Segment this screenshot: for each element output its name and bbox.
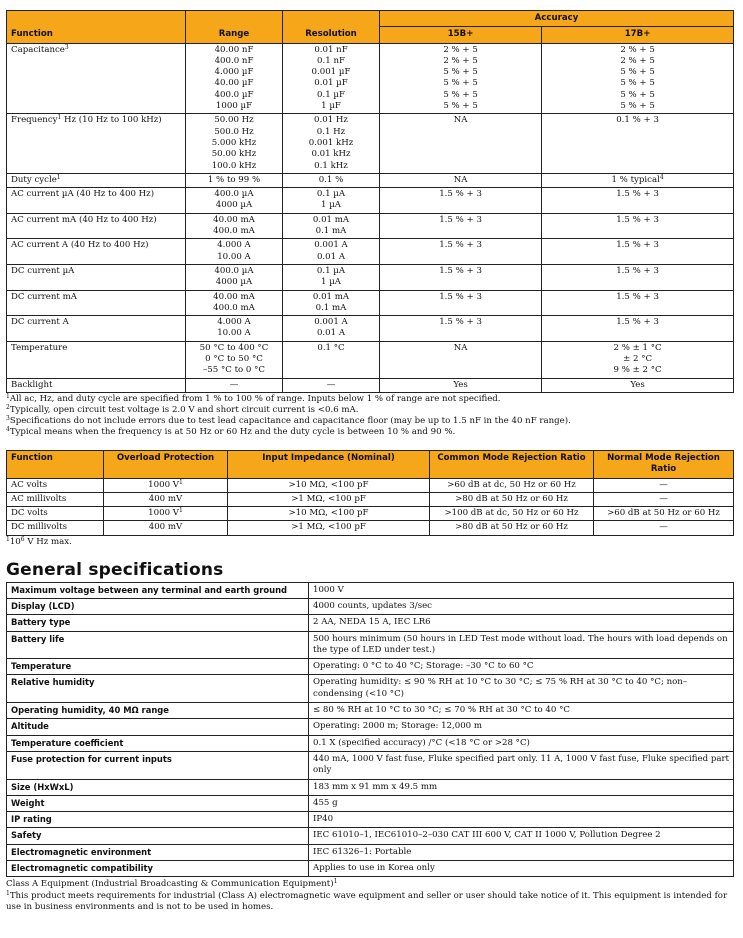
spec-row [7, 598, 734, 614]
spec-row [7, 828, 734, 844]
cell-accuracy-15b: 1.5 % + 3 [380, 316, 542, 342]
cell-range: 50.00 Hz 500.0 Hz 5.000 kHz 50.00 kHz 100.0 kHz [186, 114, 283, 173]
cell-accuracy-15b: 1.5 % + 3 [380, 188, 542, 214]
input-characteristics-table [6, 450, 734, 536]
col-impedance: Input Impedance (Nominal) [228, 450, 430, 478]
cell-accuracy-15b: NA [380, 173, 542, 187]
spec-row [7, 795, 734, 811]
cell-function: Frequency$^1$ Hz (10 Hz to 100 kHz) [7, 114, 186, 173]
col-17b: 17B+ [542, 27, 734, 43]
cell-resolution: 0.001 A 0.01 A [283, 316, 380, 342]
table-row [7, 378, 734, 392]
cell-range: 40.00 mA 400.0 mA [186, 213, 283, 239]
spec-label: IP rating [7, 812, 309, 828]
cell-resolution: 0.01 Hz 0.1 Hz 0.001 kHz 0.01 kHz 0.1 kHz [283, 114, 380, 173]
cell-function: AC volts [7, 478, 104, 492]
cell-nmrr: — [594, 478, 734, 492]
cell-accuracy-15b: 1.5 % + 3 [380, 213, 542, 239]
cell-accuracy-17b: 1.5 % + 3 [542, 188, 734, 214]
table-notes [6, 394, 734, 438]
spec-label: Battery type [7, 615, 309, 631]
cell-overload: 1000 $V^1$ [104, 507, 228, 521]
spec-value: Operating: 2000 m; Storage: 12,000 m [309, 719, 734, 735]
cell-range: 400.0 µA 4000 µA [186, 264, 283, 290]
spec-value: ≤ 80 % RH at 10 °C to 30 °C; ≤ 70 % RH at 30 °C to 40 °C [309, 703, 734, 719]
spec-label: Fuse protection for current inputs [7, 751, 309, 779]
table-row [7, 43, 734, 114]
spec-row [7, 675, 734, 703]
col-cmrr: Common Mode Rejection Ratio [430, 450, 594, 478]
cell-accuracy-17b: 2 % + 5 2 % + 5 5 % + 5 5 % + 5 5 % + 5 5 % + 5 [542, 43, 734, 114]
spec-row [7, 751, 734, 779]
cell-function: DC millivolts [7, 521, 104, 535]
spec-label: Maximum voltage between any terminal and earth ground [7, 582, 309, 598]
cell-nmrr: — [594, 521, 734, 535]
cell-resolution: 0.1 µA 1 µA [283, 188, 380, 214]
cell-accuracy-17b: 1.5 % + 3 [542, 290, 734, 316]
table-row [7, 173, 734, 187]
spec-row [7, 844, 734, 860]
cell-range: 400.0 µA 4000 µA [186, 188, 283, 214]
table-row [7, 114, 734, 173]
cell-accuracy-17b: 1.5 % + 3 [542, 316, 734, 342]
spec-label: Size (HxWxL) [7, 779, 309, 795]
cell-resolution: 0.1 % [283, 173, 380, 187]
spec-value: IEC 61010–1, IEC61010–2–030 CAT III 600 V, CAT II 1000 V, Pollution Degree 2 [309, 828, 734, 844]
table-row [7, 188, 734, 214]
table-row [7, 213, 734, 239]
cell-accuracy-17b: 1.5 % + 3 [542, 213, 734, 239]
spec-label: Operating humidity, 40 MΩ range [7, 703, 309, 719]
spec-row [7, 735, 734, 751]
spec-row [7, 779, 734, 795]
cell-function: AC millivolts [7, 492, 104, 506]
cell-cmrr: >100 dB at dc, 50 Hz or 60 Hz [430, 507, 594, 521]
cell-nmrr: — [594, 492, 734, 506]
cell-accuracy-15b: 1.5 % + 3 [380, 264, 542, 290]
spec-label: Temperature coefficient [7, 735, 309, 751]
spec-label: Electromagnetic environment [7, 844, 309, 860]
spec-value: Applies to use in Korea only [309, 861, 734, 877]
spec-value: 440 mA, 1000 V fast fuse, Fluke specified part only. 11 A, 1000 V fast fuse, Fluke specified part only [309, 751, 734, 779]
spec-label: Relative humidity [7, 675, 309, 703]
general-specs-table [6, 582, 734, 878]
spec-label: Altitude [7, 719, 309, 735]
spec-row [7, 719, 734, 735]
cell-range: 4.000 A 10.00 A [186, 316, 283, 342]
cell-overload: 1000 $V^1$ [104, 478, 228, 492]
spec-value: 0.1 X (specified accuracy) /°C (<18 °C or >28 °C) [309, 735, 734, 751]
cell-resolution: 0.01 mA 0.1 mA [283, 213, 380, 239]
spec-value: Operating humidity: ≤ 90 % RH at 10 °C to 30 °C; ≤ 75 % RH at 30 °C to 40 °C; non–condensing (<10 °C) [309, 675, 734, 703]
cell-resolution: 0.1 °C [283, 341, 380, 378]
cell-cmrr: >80 dB at 50 Hz or 60 Hz [430, 492, 594, 506]
cell-accuracy-15b: 1.5 % + 3 [380, 290, 542, 316]
note-line: $^4$Typical means when the frequency is at 50 Hz or 60 Hz and the duty cycle is between 10 % and 90 %. [6, 425, 456, 437]
col-resolution: Resolution [283, 11, 380, 44]
cell-impedance: >10 MΩ, <100 pF [228, 507, 430, 521]
spec-row [7, 631, 734, 659]
cell-resolution: — [283, 378, 380, 392]
note-line: $^2$Typically, open circuit test voltage is 2.0 V and short circuit current is <0.6 mA. [6, 403, 359, 415]
spec-label: Battery life [7, 631, 309, 659]
spec-row [7, 812, 734, 828]
note-line: $^3$Specifications do not include errors due to test lead capacitance and capacitance floor (may be up to 1.5 nF in the 40 nF range). [6, 414, 571, 426]
spec-value: IEC 61326–1: Portable [309, 844, 734, 860]
spec-row [7, 659, 734, 675]
table-row [7, 492, 734, 506]
col-range: Range [186, 11, 283, 44]
table-row [7, 264, 734, 290]
cell-function: AC current A (40 Hz to 400 Hz) [7, 239, 186, 265]
spec-value: IP40 [309, 812, 734, 828]
col-nmrr: Normal Mode Rejection Ratio [594, 450, 734, 478]
cell-accuracy-17b: 2 % ± 1 °C ± 2 °C 9 % ± 2 °C [542, 341, 734, 378]
cell-function: Temperature [7, 341, 186, 378]
cell-overload: 400 mV [104, 492, 228, 506]
cell-nmrr: >60 dB at 50 Hz or 60 Hz [594, 507, 734, 521]
cell-resolution: 0.01 mA 0.1 mA [283, 290, 380, 316]
cell-accuracy-17b: 1.5 % + 3 [542, 264, 734, 290]
col-accuracy: Accuracy [380, 11, 734, 27]
cell-function: AC current µA (40 Hz to 400 Hz) [7, 188, 186, 214]
cell-accuracy-15b: 1.5 % + 3 [380, 239, 542, 265]
cell-function: DC current µA [7, 264, 186, 290]
col-15b: 15B+ [380, 27, 542, 43]
spec-value: 2 AA, NEDA 15 A, IEC LR6 [309, 615, 734, 631]
cell-cmrr: >60 dB at dc, 50 Hz or 60 Hz [430, 478, 594, 492]
cell-range: 40.00 mA 400.0 mA [186, 290, 283, 316]
spec-row [7, 861, 734, 877]
cell-function: Duty cycle$^1$ [7, 173, 186, 187]
col-overload: Overload Protection [104, 450, 228, 478]
cell-cmrr: >80 dB at 50 Hz or 60 Hz [430, 521, 594, 535]
table-row [7, 507, 734, 521]
cell-range: — [186, 378, 283, 392]
cell-accuracy-17b: 1.5 % + 3 [542, 239, 734, 265]
spec-sheet [6, 10, 734, 913]
table-row [7, 239, 734, 265]
cell-impedance: >1 MΩ, <100 pF [228, 492, 430, 506]
col-function-2: Function [7, 450, 104, 478]
table-row [7, 290, 734, 316]
cell-function: DC current A [7, 316, 186, 342]
cell-resolution: 0.001 A 0.01 A [283, 239, 380, 265]
cell-accuracy-15b: NA [380, 114, 542, 173]
spec-label: Weight [7, 795, 309, 811]
cell-overload: 400 mV [104, 521, 228, 535]
cell-function: AC current mA (40 Hz to 400 Hz) [7, 213, 186, 239]
cell-range: 1 % to 99 % [186, 173, 283, 187]
cell-accuracy-17b: Yes [542, 378, 734, 392]
note-line: $^1$All ac, Hz, and duty cycle are specified from 1 % to 100 % of range. Inputs below 1 % of range are not specified. [6, 392, 501, 404]
cell-accuracy-15b: NA [380, 341, 542, 378]
spec-row [7, 703, 734, 719]
table-row [7, 478, 734, 492]
spec-row [7, 582, 734, 598]
cell-function: DC volts [7, 507, 104, 521]
cell-resolution: 0.01 nF 0.1 nF 0.001 µF 0.01 µF 0.1 µF 1 µF [283, 43, 380, 114]
spec-value: 1000 V [309, 582, 734, 598]
cell-function: DC current mA [7, 290, 186, 316]
cell-impedance: >1 MΩ, <100 pF [228, 521, 430, 535]
class-a-note: Class A Equipment (Industrial Broadcasting & Communication Equipment)$^1$ [6, 878, 338, 890]
spec-label: Safety [7, 828, 309, 844]
cell-accuracy-15b: Yes [380, 378, 542, 392]
cell-impedance: >10 MΩ, <100 pF [228, 478, 430, 492]
spec-value: 500 hours minimum (50 hours in LED Test mode without load. The hours with load depends on the type of LED under test.) [309, 631, 734, 659]
measurement-spec-table [6, 10, 734, 393]
table-row [7, 521, 734, 535]
spec-value: 183 mm x 91 mm x 49.5 mm [309, 779, 734, 795]
cell-range: 40.00 nF 400.0 nF 4.000 µF 40.00 µF 400.0 µF 1000 µF [186, 43, 283, 114]
footnote: $^1$This product meets requirements for industrial (Class A) electromagnetic wave equipment and seller or user should take notice of it. This equipment is intended for use in business environments and is not to be used in homes. [6, 890, 728, 913]
cell-range: 50 °C to 400 °C 0 °C to 50 °C –55 °C to 0 °C [186, 341, 283, 378]
table2-note: $^110^6$ V Hz max. [6, 535, 72, 547]
spec-row [7, 615, 734, 631]
cell-accuracy-17b: 0.1 % + 3 [542, 114, 734, 173]
spec-label: Electromagnetic compatibility [7, 861, 309, 877]
cell-function: Capacitance$^3$ [7, 43, 186, 114]
table-row [7, 316, 734, 342]
spec-value: 455 g [309, 795, 734, 811]
cell-accuracy-15b: 2 % + 5 2 % + 5 5 % + 5 5 % + 5 5 % + 5 5 % + 5 [380, 43, 542, 114]
spec-label: Temperature [7, 659, 309, 675]
cell-function: Backlight [7, 378, 186, 392]
spec-value: 4000 counts, updates 3/sec [309, 598, 734, 614]
cell-range: 4.000 A 10.00 A [186, 239, 283, 265]
spec-label: Display (LCD) [7, 598, 309, 614]
general-specs-title: General specifications [6, 559, 224, 580]
cell-accuracy-17b: 1 % typical$^4$ [542, 173, 734, 187]
col-function: Function [7, 11, 186, 44]
table-row [7, 341, 734, 378]
cell-resolution: 0.1 µA 1 µA [283, 264, 380, 290]
spec-value: Operating: 0 °C to 40 °C; Storage: –30 °C to 60 °C [309, 659, 734, 675]
